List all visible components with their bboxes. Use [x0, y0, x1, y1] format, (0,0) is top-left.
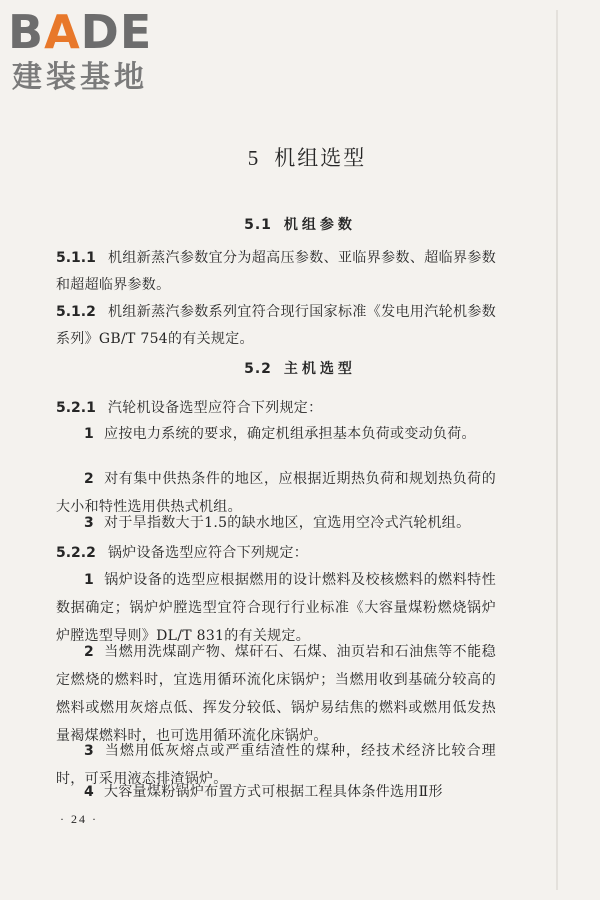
brand-logo	[8, 4, 178, 94]
clause-number: 5.2.1	[56, 400, 96, 416]
section-title-5-2: 5.2 主机选型	[244, 361, 356, 377]
list-item: 4 大容量煤粉锅炉布置方式可根据工程具体条件选用Ⅱ形	[84, 784, 443, 800]
list-item: 2 对有集中供热条件的地区，应根据近期热负荷和规划热负荷的大小和特性选用供热式机组。	[56, 471, 496, 515]
chapter-title-text: 机组选型	[274, 146, 367, 170]
page-number: · 24 ·	[60, 812, 98, 826]
logo-subtitle: 建装基地	[12, 60, 148, 95]
logo-wordmark: BADE	[8, 5, 153, 59]
section-title-5-1: 5.1 机组参数	[244, 217, 356, 233]
clause-number: 5.1.2	[56, 304, 96, 320]
chapter-number: 5	[247, 146, 261, 170]
clause-text: 锅炉设备选型应符合下列规定：	[107, 545, 309, 561]
clause-number: 5.1.1	[56, 250, 96, 266]
clause-number: 5.2.2	[56, 545, 96, 561]
list-item: 3 当燃用低灰熔点或严重结渣性的煤种，经技术经济比较合理时，可采用液态排渣锅炉。	[56, 743, 496, 787]
list-item: 2 当燃用洗煤副产物、煤矸石、石煤、油页岩和石油焦等不能稳定燃烧的燃料时，宜选用循环流化床锅炉；当燃用收到基硫分较高的燃料或燃用灰熔点低、挥发分较低、锅炉易结焦的燃料或燃用低发热量褐煤燃料时，也可选用循环流化床锅炉。	[56, 644, 496, 744]
clause-text: 机组新蒸汽参数系列宜符合现行国家标准《发电用汽轮机参数系列》GB/T 754的有关规定。	[56, 304, 496, 347]
list-item: 3 对于旱指数大于1.5的缺水地区，宜选用空冷式汽轮机组。	[84, 515, 471, 531]
clause-5-2-1	[56, 395, 496, 422]
list-item: 1 锅炉设备的选型应根据燃用的设计燃料及校核燃料的燃料特性数据确定；锅炉炉膛选型宜符合现行行业标准《大容量煤粉燃烧锅炉炉膛选型导则》DL/T 831的有关规定。	[56, 572, 496, 644]
clause-5-2-2	[56, 540, 496, 567]
clause-text: 机组新蒸汽参数宜分为超高压参数、亚临界参数、超临界参数和超超临界参数。	[56, 250, 496, 293]
clause-5-1-2	[56, 299, 496, 353]
clause-5-1-1	[56, 245, 496, 299]
chapter-title	[0, 142, 600, 172]
clause-text: 汽轮机设备选型应符合下列规定：	[107, 400, 323, 416]
list-item: 1 应按电力系统的要求，确定机组承担基本负荷或变动负荷。	[84, 426, 476, 442]
